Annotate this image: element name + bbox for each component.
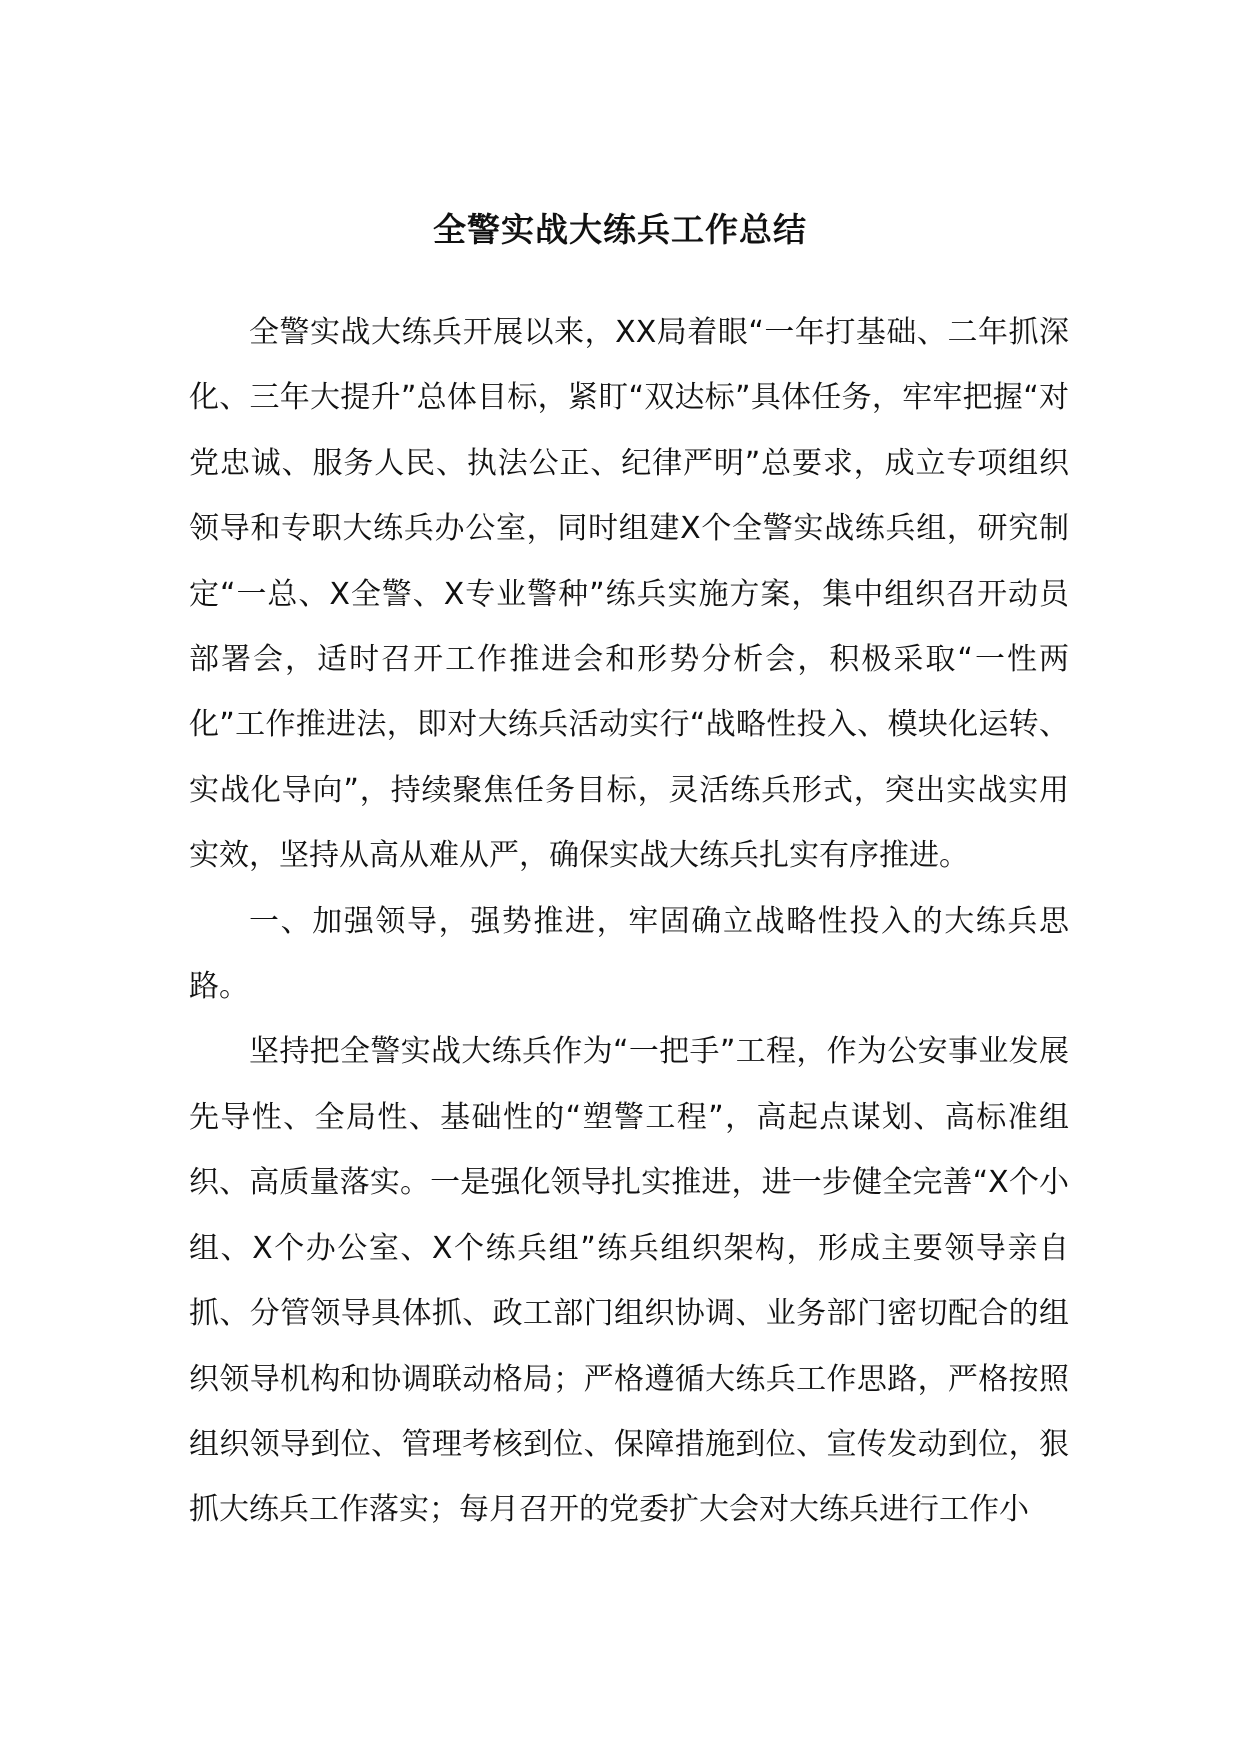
document-body xyxy=(189,300,1069,1543)
section-heading-1: 一、加强领导，强势推进，牢固确立战略性投入的大练兵思路。 xyxy=(189,903,1069,1005)
document-title: 全警实战大练兵工作总结 xyxy=(433,210,807,249)
intro-paragraph: 全警实战大练兵开展以来，XX局着眼“一年打基础、二年抓深化、三年大提升”总体目标，紧盯“双达标”具体任务，牢牢把握“对党忠诚、服务人民、执法公正、纪律严明”总要求，成立专项组织领导和专职大练兵办公室，同时组建X个全警实战练兵组，研究制定“一总、X全警、X专业警种”练兵实施方案，集中组织召开动员部署会，适时召开工作推进会和形势分析会，积极采取“一性两化”工作推进法，即对大练兵活动实行“战略性投入、模块化运转、实战化导向”，持续聚焦任务目标，灵活练兵形式，突出实战实用实效，坚持从高从难从严，确保实战大练兵扎实有序推进。 xyxy=(189,315,1069,874)
section-paragraph-1: 坚持把全警实战大练兵作为“一把手”工程，作为公安事业发展先导性、全局性、基础性的“塑警工程”，高起点谋划、高标准组织、高质量落实。一是强化领导扎实推进，进一步健全完善“X个小组、X个办公室、X个练兵组”练兵组织架构，形成主要领导亲自抓、分管领导具体抓、政工部门组织协调、业务部门密切配合的组织领导机构和协调联动格局；严格遵循大练兵工作思路，严格按照组织领导到位、管理考核到位、保障措施到位、宣传发动到位，狠抓大练兵工作落实；每月召开的党委扩大会对大练兵进行工作小 xyxy=(189,1034,1069,1528)
